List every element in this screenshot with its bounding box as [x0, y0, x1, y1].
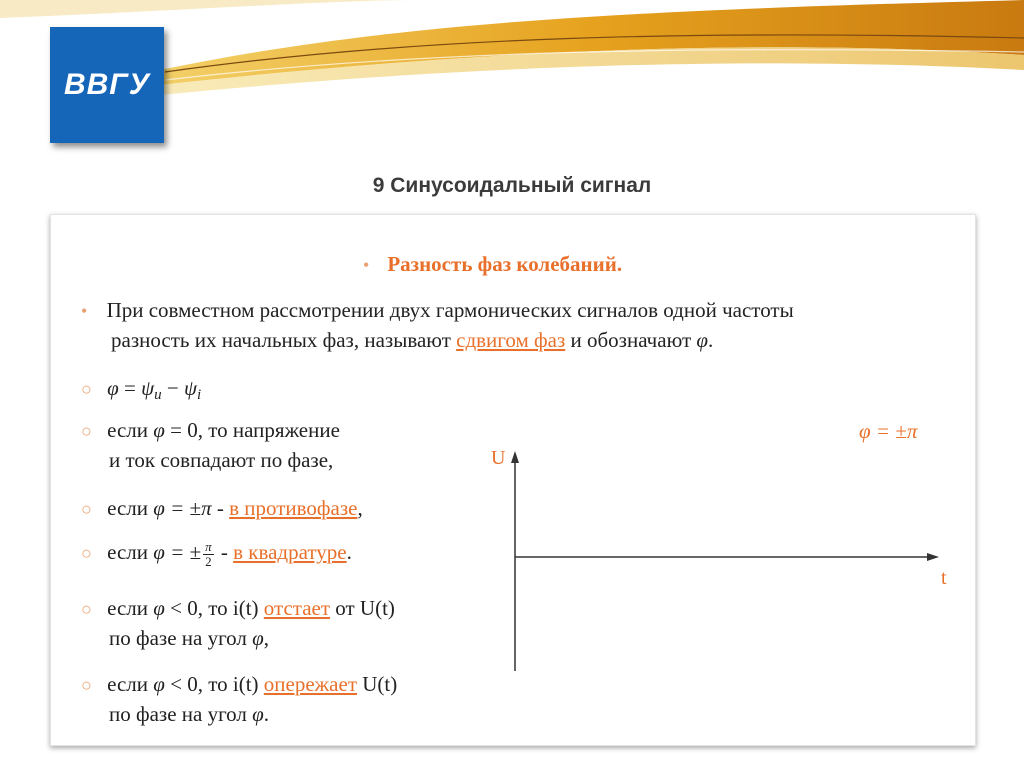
antiphase-link[interactable]: в противофазе — [229, 496, 358, 520]
pi-over-two-fraction: $\frac{\pi}{2}$ — [205, 538, 212, 569]
circle-bullet-icon: ○ — [81, 599, 92, 619]
phase-shift-link[interactable]: сдвигом фаз — [456, 328, 566, 352]
university-logo — [50, 27, 164, 143]
lags-link[interactable]: отстает — [263, 596, 331, 620]
circle-bullet-icon: ○ — [81, 379, 92, 399]
x-axis-arrow-icon — [927, 553, 939, 561]
section-heading — [363, 252, 622, 277]
leads-link[interactable]: опережает — [263, 672, 358, 696]
content-panel — [50, 214, 976, 746]
list-item: ○ если φ = ±π - в противофазе, — [81, 496, 363, 520]
list-item: ○ если φ = ± $\frac{\pi}{2}$ - в квадратуре. — [81, 538, 352, 569]
y-axis-arrow-icon — [511, 451, 519, 463]
circle-bullet-icon: ○ — [81, 675, 92, 695]
list-item: ○ если φ < 0, то i(t) отстает от U(t) — [81, 596, 395, 620]
bullet-icon: • — [363, 255, 370, 275]
page-title: 9 Синусоидальный сигнал — [372, 174, 652, 197]
logo-text: ВВГУ — [63, 68, 151, 101]
phase-axes-graph — [491, 445, 951, 675]
circle-bullet-icon: ○ — [81, 499, 92, 519]
list-item-line-2: и ток совпадают по фазе, — [109, 448, 334, 472]
intro-paragraph — [81, 295, 794, 326]
circle-bullet-icon: ○ — [81, 421, 92, 441]
phase-formula: ○ $\varphi = \psi_u - \psi_i$ — [81, 376, 202, 403]
list-item: ○ если φ < 0, то i(t) опережает U(t) — [81, 672, 398, 696]
heading-text: Разность фаз колебаний. — [387, 252, 623, 276]
list-item-line-2: по фазе на угол φ. — [109, 702, 270, 726]
list-item: ○ если φ = 0, то напряжение — [81, 418, 340, 442]
phase-label: φ = ±π — [859, 419, 918, 443]
circle-bullet-icon: ○ — [81, 543, 92, 563]
bullet-icon: • — [81, 301, 88, 321]
quadrature-link[interactable]: в квадратуре — [233, 540, 347, 564]
y-axis-label: U — [491, 447, 506, 469]
intro-line-1: При совместном рассмотрении двух гармонических сигналов одной частоты — [106, 298, 794, 322]
x-axis-label: t — [941, 567, 947, 589]
list-item-line-2: по фазе на угол φ, — [109, 626, 270, 650]
intro-line-2: разность их начальных фаз, называют сдвигом фаз и обозначают φ. — [111, 328, 714, 352]
